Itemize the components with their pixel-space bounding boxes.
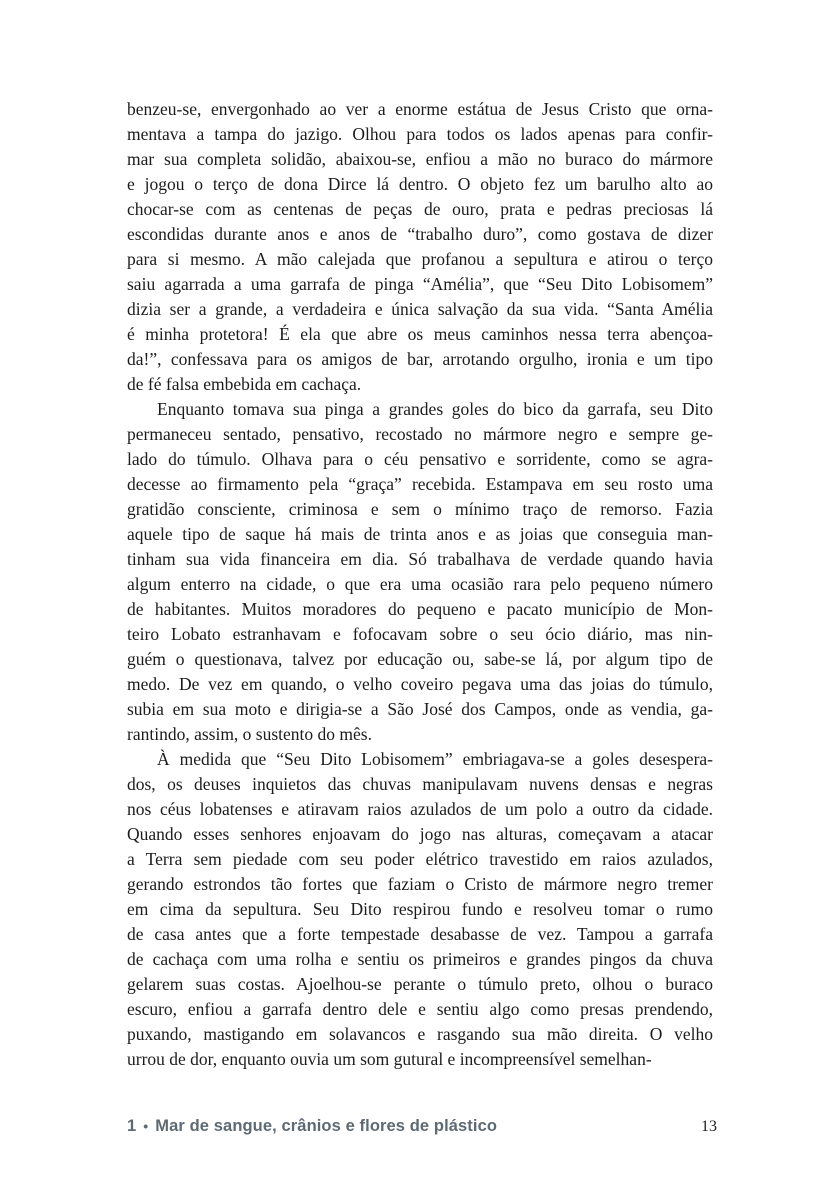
text-line: permaneceu sentado, pensativo, recostado no mármore negro e sempre ge- bbox=[127, 424, 713, 444]
text-line: para si mesmo. A mão calejada que profanou a sepultura e atirou o terço bbox=[127, 249, 713, 269]
text-line: gerando estrondos tão fortes que faziam o Cristo de mármore negro tremer bbox=[127, 874, 713, 894]
text-line: rantindo, assim, o sustento do mês. bbox=[127, 724, 372, 744]
text-line: mentava a tampa do jazigo. Olhou para todos os lados apenas para confir- bbox=[127, 124, 713, 144]
text-line: gelarem suas costas. Ajoelhou-se perante o túmulo preto, olhou o buraco bbox=[127, 974, 713, 994]
text-line: nos céus lobatenses e atiravam raios azulados de um polo a outro da cidade. bbox=[127, 799, 713, 819]
text-line: algum enterro na cidade, o que era uma ocasião rara pelo pequeno número bbox=[127, 574, 713, 594]
text-line: tinham sua vida financeira em dia. Só trabalhava de verdade quando havia bbox=[127, 549, 713, 569]
text-line: de cachaça com uma rolha e sentiu os primeiros e grandes pingos da chuva bbox=[127, 949, 713, 969]
text-line: aquele tipo de saque há mais de trinta anos e as joias que conseguia man- bbox=[127, 524, 713, 544]
text-line: saiu agarrada a uma garrafa de pinga “Amélia”, que “Seu Dito Lobisomem” bbox=[127, 274, 713, 294]
text-line: gratidão consciente, criminosa e sem o mínimo traço de remorso. Fazia bbox=[127, 499, 713, 519]
page-footer bbox=[127, 1117, 717, 1136]
text-line: urrou de dor, enquanto ouvia um som gutural e incompreensível semelhan- bbox=[127, 1049, 652, 1069]
page-number: 13 bbox=[701, 1118, 717, 1135]
text-line: a Terra sem piedade com seu poder elétrico travestido em raios azulados, bbox=[127, 849, 713, 869]
text-line: em cima da sepultura. Seu Dito respirou fundo e resolveu tomar o rumo bbox=[127, 899, 713, 919]
bullet-separator: • bbox=[143, 1118, 149, 1134]
text-line: chocar-se com as centenas de peças de ouro, prata e pedras preciosas lá bbox=[127, 199, 713, 219]
text-line: mar sua completa solidão, abaixou-se, enfiou a mão no buraco do mármore bbox=[127, 149, 713, 169]
text-line: teiro Lobato estranhavam e fofocavam sobre o seu ócio diário, mas nin- bbox=[127, 624, 713, 644]
text-line: escondidas durante anos e anos de “trabalho duro”, como gostava de dizer bbox=[127, 224, 713, 244]
text-line: Enquanto tomava sua pinga a grandes goles do bico da garrafa, seu Dito bbox=[157, 399, 713, 419]
text-line: À medida que “Seu Dito Lobisomem” embriagava-se a goles desespera- bbox=[157, 749, 713, 769]
text-line: guém o questionava, talvez por educação ou, sabe-se lá, por algum tipo de bbox=[127, 649, 713, 669]
text-line: medo. De vez em quando, o velho coveiro pegava uma das joias do túmulo, bbox=[127, 674, 713, 694]
chapter-title: Mar de sangue, crânios e flores de plástico bbox=[155, 1117, 498, 1135]
running-footer bbox=[127, 1117, 497, 1136]
text-line: puxando, mastigando em solavancos e rasgando sua mão direita. O velho bbox=[127, 1024, 713, 1044]
text-line: lado do túmulo. Olhava para o céu pensativo e sorridente, como se agra- bbox=[127, 449, 713, 469]
text-line: escuro, enfiou a garrafa dentro dele e sentiu algo como presas prendendo, bbox=[127, 999, 713, 1019]
text-line: e jogou o terço de dona Dirce lá dentro. O objeto fez um barulho alto ao bbox=[127, 174, 713, 194]
text-line: de fé falsa embebida em cachaça. bbox=[127, 374, 362, 394]
text-line: é minha protetora! É ela que abre os meus caminhos nessa terra abençoa- bbox=[127, 324, 713, 344]
text-line: de casa antes que a forte tempestade desabasse de vez. Tampou a garrafa bbox=[127, 924, 713, 944]
text-line: decesse ao firmamento pela “graça” recebida. Estampava em seu rosto uma bbox=[127, 474, 713, 494]
text-line: benzeu-se, envergonhado ao ver a enorme estátua de Jesus Cristo que orna- bbox=[127, 99, 713, 119]
text-line: da!”, confessava para os amigos de bar, arrotando orgulho, ironia e um tipo bbox=[127, 349, 713, 369]
text-line: Quando esses senhores enjoavam do jogo nas alturas, começavam a atacar bbox=[127, 824, 713, 844]
text-line: subia em sua moto e dirigia-se a São José dos Campos, onde as vendia, ga- bbox=[127, 699, 713, 719]
text-line: dos, os deuses inquietos das chuvas manipulavam nuvens densas e negras bbox=[127, 774, 713, 794]
text-line: dizia ser a grande, a verdadeira e única salvação da sua vida. “Santa Amélia bbox=[127, 299, 713, 319]
chapter-number: 1 bbox=[127, 1117, 137, 1135]
text-line: de habitantes. Muitos moradores do pequeno e pacato município de Mon- bbox=[127, 599, 713, 619]
body-text bbox=[127, 97, 713, 1072]
